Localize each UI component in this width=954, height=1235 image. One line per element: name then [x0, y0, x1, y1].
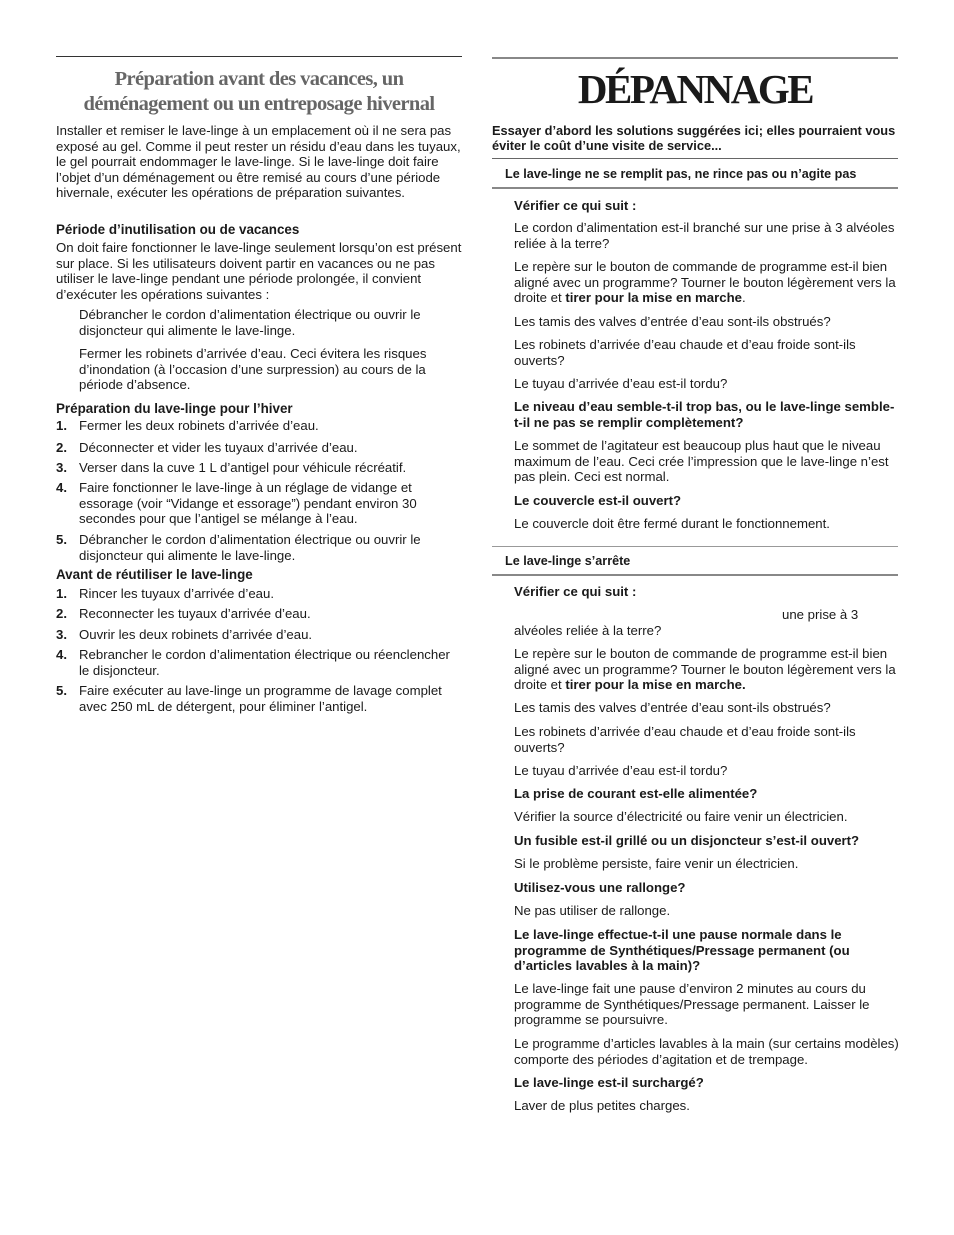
vacances-step-2: Fermer les robinets d’arrivée d’eau. Ceci évitera les risques d’inondation (à l’occasion d’une surpression) au cours de la période d’absence. [79, 346, 427, 393]
check-item: Le repère sur le bouton de commande de programme est-il bien aligné avec un programme? Tourner le bouton légèrement vers la droite et tirer pour la mise en marche. [514, 646, 896, 693]
answer: Le lave-linge fait une pause d’environ 2 minutes au cours du programme de Synthétiques/Pressage permanent. Laisser le programme se poursuivre. [514, 981, 870, 1028]
check-item: alvéoles reliée à la terre? [514, 623, 662, 638]
list-item: 2. Reconnecter les tuyaux d’arrivée d’eau. [56, 606, 311, 621]
intro-paragraph: Installer et remiser le lave-linge à un emplacement où il ne sera pas exposé au gel. Comme il peut rester un résidu d’eau dans les tuyaux, le gel pourrait endommager le lave-linge. Si le lave-linge doit faire l’objet d’un déménagement ou être remisé au cours d’une période hivernale, exécuter les opérations de préparation suivantes. [56, 123, 461, 201]
answer: Ne pas utiliser de rallonge. [514, 903, 671, 918]
list-item: 1. Rincer les tuyaux d’arrivée d’eau. [56, 586, 274, 601]
vacances-text: On doit faire fonctionner le lave-linge seulement lorsqu’on est présent sur place. Si les utilisateurs doivent partir en vacances ou ne pas utiliser le lave-linge pendant une période prolongée, il convient d’exécuter les opérations suivantes : [56, 240, 462, 302]
check-item: Le repère sur le bouton de commande de programme est-il bien aligné avec un programme? Tourner le bouton légèrement vers la droite et tirer pour la mise en marche. [514, 259, 896, 306]
top-rule [56, 56, 462, 57]
question: Le couvercle est-il ouvert? [514, 493, 682, 508]
question: Un fusible est-il grillé ou un disjoncteur s’est-il ouvert? [514, 833, 860, 848]
answer: Le programme d’articles lavables à la main (sur certains modèles) comporte des périodes d’agitation et de trempage. [514, 1036, 899, 1067]
vacances-step-1: Débrancher le cordon d’alimentation électrique ou ouvrir le disjoncteur qui alimente le lave-linge. [79, 307, 421, 338]
check-item: Les robinets d’arrivée d’eau chaude et d’eau froide sont-ils ouverts? [514, 337, 856, 368]
check-item: Le tuyau d’arrivée d’eau est-il tordu? [514, 763, 728, 778]
check-item: une prise à 3 [782, 607, 859, 622]
question: Le lave-linge effectue-t-il une pause normale dans le programme de Synthétiques/Pressage permanent (ou d’articles lavables à la main)? [514, 927, 850, 974]
check-item: Les tamis des valves d’entrée d’eau sont-ils obstrués? [514, 314, 831, 329]
check-label: Vérifier ce qui suit : [514, 584, 637, 599]
list-item: 3. Verser dans la cuve 1 L d’antigel pour véhicule récréatif. [56, 460, 407, 475]
intro-paragraph: Essayer d’abord les solutions suggérées ici; elles pourraient vous éviter le coût d’une visite de service... [492, 123, 896, 153]
question: Le niveau d’eau semble-t-il trop bas, ou le lave-linge semble-t-il ne pas se remplir complètement? [514, 399, 895, 430]
question: Utilisez-vous une rallonge? [514, 880, 686, 895]
section-rule [492, 546, 898, 547]
section-rule [492, 187, 898, 189]
check-item: Le cordon d’alimentation est-il branché sur une prise à 3 alvéoles reliée à la terre? [514, 220, 895, 251]
answer: Laver de plus petites charges. [514, 1098, 690, 1113]
check-item: Les tamis des valves d’entrée d’eau sont-ils obstrués? [514, 700, 831, 715]
check-label: Vérifier ce qui suit : [514, 198, 637, 213]
vacances-heading: Période d’inutilisation ou de vacances [56, 222, 300, 237]
answer: Le sommet de l’agitateur est beaucoup plus haut que le niveau maximum de l’eau. Ceci crée l’impression que le lave-linge n’est pas plein. Ceci est normal. [514, 438, 889, 485]
list-item: 4. Faire fonctionner le lave-linge à un réglage de vidange et essorage (voir “Vidange et essorage”) pendant environ 30 secondes pour que l’antigel se mélange à l’eau. [56, 480, 417, 527]
question: Le lave-linge est-il surchargé? [514, 1075, 704, 1090]
reutiliser-heading: Avant de réutiliser le lave-linge [56, 567, 253, 582]
list-item: 3. Ouvrir les deux robinets d’arrivée d’eau. [56, 627, 313, 642]
list-item: 5. Débrancher le cordon d’alimentation électrique ou ouvrir le disjoncteur qui alimente le lave-linge. [56, 532, 421, 563]
answer: Le couvercle doit être fermé durant le fonctionnement. [514, 516, 830, 531]
page-title: DÉPANNAGE [577, 66, 813, 112]
answer: Vérifier la source d’électricité ou faire venir un électricien. [514, 809, 848, 824]
list-item: 4. Rebrancher le cordon d’alimentation électrique ou réenclencher le disjoncteur. [56, 647, 450, 678]
list-item: 1. Fermer les deux robinets d’arrivée d’eau. [56, 418, 319, 433]
hiver-heading: Préparation du lave-linge pour l’hiver [56, 401, 293, 416]
check-item: Les robinets d’arrivée d’eau chaude et d’eau froide sont-ils ouverts? [514, 724, 856, 755]
top-rule [492, 57, 898, 59]
answer: Si le problème persiste, faire venir un électricien. [514, 856, 799, 871]
section-heading: Le lave-linge s’arrête [505, 554, 631, 568]
section-title: Préparation avant des vacances, un déménagement ou un entreposage hivernal [83, 68, 435, 115]
section-rule [492, 574, 898, 576]
list-item: 2. Déconnecter et vider les tuyaux d’arrivée d’eau. [56, 440, 358, 455]
check-item: Le tuyau d’arrivée d’eau est-il tordu? [514, 376, 728, 391]
question: La prise de courant est-elle alimentée? [514, 786, 758, 801]
list-item: 5. Faire exécuter au lave-linge un programme de lavage complet avec 250 mL de détergent, pour éliminer l’antigel. [56, 683, 442, 714]
section-rule [492, 158, 898, 159]
section-heading: Le lave-linge ne se remplit pas, ne rince pas ou n’agite pas [505, 167, 857, 181]
